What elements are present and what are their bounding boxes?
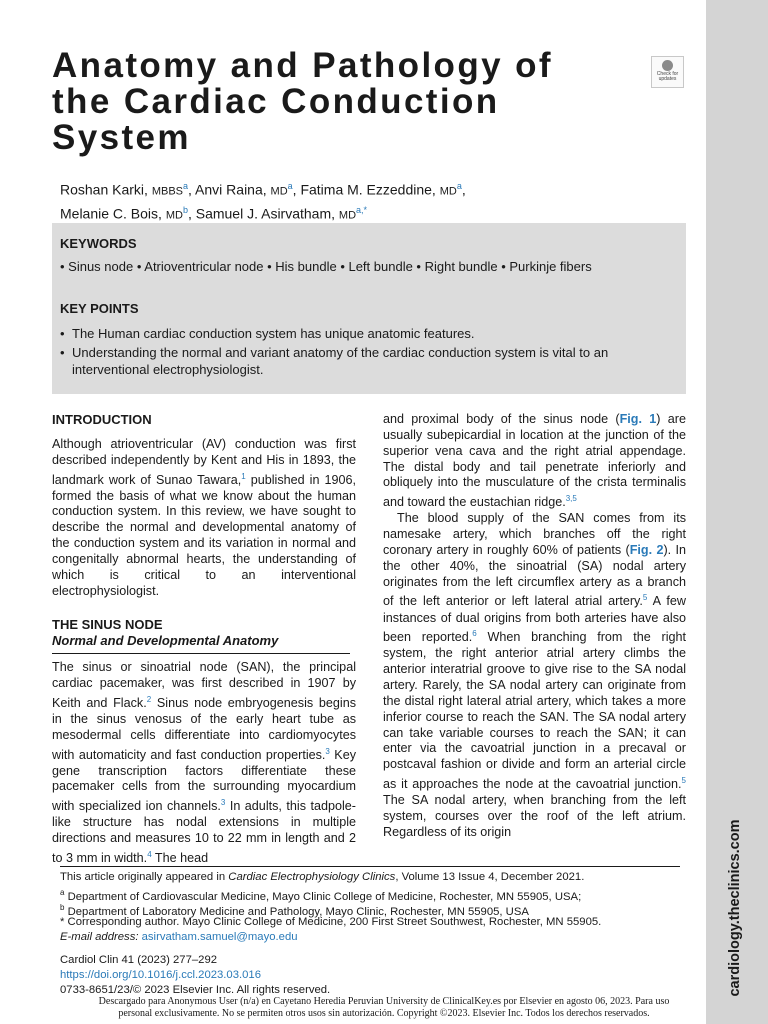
- sinus-node-paragraph: The sinus or sinoatrial node (SAN), the principal cardiac pacemaker, was first described in 1907 by Keith and Flack.$^2$ Sinus node embryogenesis begins in the sinus venosus of the early heart tube as mesodermal cells differentiate into cardiomyocytes with automaticity and fast conduction properties.$^3$ Key gene transcription factors differentiate these pacemaker cells from the surrounding myocardium with specialized ion channels.$^3$ In adults, this tadpole-like structure has nodal extensions in multiple directions and measures 10 to 22 mm in length and 2 to 3 mm in width.$^4$ The head: [52, 660, 357, 866]
- email-line: [60, 930, 298, 945]
- citation-link[interactable]: 3: [220, 798, 226, 808]
- journal-site-label: cardiology.theclinics.com: [727, 819, 743, 997]
- author-degree: MD: [270, 185, 288, 198]
- citation-link[interactable]: 3: [325, 746, 330, 756]
- check-for-updates-badge[interactable]: [651, 56, 684, 88]
- download-notice: [0, 996, 768, 1020]
- citation-link[interactable]: 6: [472, 629, 477, 639]
- affiliation-mark: a,*: [356, 204, 368, 215]
- author-name: Samuel J. Asirvatham,: [195, 205, 339, 222]
- check-for-updates-line1: Check for: [656, 71, 679, 77]
- introduction-heading: INTRODUCTION: [52, 412, 152, 427]
- author-name: Roshan Karki,: [60, 181, 152, 198]
- author-name: Fatima M. Ezzeddine,: [300, 181, 440, 198]
- author-name: Melanie C. Bois,: [60, 205, 166, 222]
- author-name: Anvi Raina,: [195, 181, 271, 198]
- email-link[interactable]: asirvatham.samuel@mayo.edu: [141, 931, 298, 943]
- journal-citation: Cardiol Clin 41 (2023) 277–292: [60, 954, 218, 966]
- affiliation-a: $^a$ Department of Cardiovascular Medicine, Mayo Clinic College of Medicine, Rochester, MN 55905, USA;: [60, 888, 582, 903]
- citation-link[interactable]: 1: [241, 471, 246, 481]
- affiliation-mark: a: [287, 181, 293, 191]
- key-points-list: [60, 325, 672, 380]
- sinus-node-subheading: Normal and Developmental Anatomy: [52, 633, 279, 649]
- right-column: [383, 412, 686, 841]
- figure-2-link[interactable]: Fig. 2: [629, 542, 664, 557]
- key-point-item: • Understanding the normal and variant anatomy of the cardiac conduction system is vital to an interventional electrophysiologist.: [60, 344, 672, 378]
- journal-name: Cardiac Electrophysiology Clinics: [228, 871, 396, 883]
- author-degree: MD: [338, 209, 357, 222]
- citation-link[interactable]: 5: [642, 593, 648, 603]
- sinus-node-location-paragraph: and proximal body of the sinus node (Fig. 1) are usually subepicardial in location at the junction of the superior vena cava and the right atrial appendage. The distal body and tail penetrate inferiorly and obliquely into the musculature of the crista terminalis and toward the eustachian ridge.$^{3,5}$: [383, 412, 686, 510]
- copyright-notice: 0733-8651/23/© 2023 Elsevier Inc. All rights reserved.: [60, 984, 331, 996]
- title-line-2: the Cardiac Conduction: [52, 82, 500, 121]
- introduction-paragraph: Although atrioventricular (AV) conduction was first described independently by Kent and His in 1893, the landmark work of Sunao Tawara,$^1$ published in 1906, formed the basis of what we know about the human conduction system. In this review, we have sought to describe the normal and developmental anatomy of the conduction system and its variation in normal and congenitally abnormal hearts, the understanding of which is critical to an interventional electrophysiologist.: [52, 436, 356, 598]
- affiliation-mark: a: [183, 181, 189, 191]
- key-points-heading: KEY POINTS: [60, 301, 139, 316]
- doi-link[interactable]: https://doi.org/10.1016/j.ccl.2023.03.016: [60, 969, 261, 981]
- email-label: E-mail address:: [60, 931, 142, 943]
- footnote-divider: [60, 866, 680, 867]
- section-divider: [52, 653, 350, 654]
- author-degree: MBBS: [151, 185, 184, 198]
- affiliation-mark: b: [182, 204, 188, 215]
- left-column: [52, 412, 356, 867]
- article-title: [52, 48, 632, 156]
- keywords-heading: KEYWORDS: [60, 236, 137, 251]
- title-line-3: System: [52, 118, 191, 157]
- download-notice-line1: Descargado para Anonymous User (n/a) en Cayetano Heredia Peruvian University de ClinicalKey.es por Elsevier en agosto 06, 2023. Para uso: [98, 996, 670, 1007]
- sinus-node-heading: THE SINUS NODE: [52, 617, 163, 633]
- citation-link[interactable]: 3,5: [565, 494, 577, 504]
- author-degree: MD: [439, 185, 457, 198]
- citation-link[interactable]: 2: [146, 694, 152, 704]
- bookmark-icon: [662, 60, 673, 71]
- citation-link[interactable]: 4: [147, 850, 152, 859]
- keywords-list: • Sinus node • Atrioventricular node • His bundle • Left bundle • Right bundle • Purkinje fibers: [60, 259, 592, 274]
- author-degree: MD: [165, 209, 183, 222]
- title-line-1: Anatomy and Pathology of: [52, 46, 553, 85]
- blood-supply-paragraph: The blood supply of the SAN comes from its namesake artery, which branches off the right coronary artery in roughly 60% of patients (Fig. 2). In the other 40%, the sinoatrial (SA) nodal artery originates from the left circumflex artery as a branch of the left anterior or left lateral atrial artery.$^5$ A few instances of dual origins from both arteries have also been reported.$^6$ When branching from the right system, the right anterior atrial artery climbs the anterior interatrial groove to give rise to the SA nodal artery. Rarely, the SA nodal artery can originate from the distal right lateral atrial artery, which takes a more inferior course to reach the SAN. The SA nodal artery can take variable courses to reach the SAN; it can enter via the cavoatrial junction in a precaval or postcaval fashion or divide and form an arterial circle as it approaches the node at the cavoatrial junction.$^5$ The SA nodal artery, when branching from the left system, courses over the roof of the left atrium. Regardless of its origin: [383, 511, 687, 839]
- author-list: Roshan Karki, MBBS$^a$, Anvi Raina, $MD^a$, Fatima M. Ezzeddine, $MD^a$, Melanie C. Bois, $MD^b$, Samuel J. Asirvatham, $MD^{a,*}$: [60, 181, 466, 222]
- affiliation-b: $^b$ Department of Laboratory Medicine and Pathology, Mayo Clinic, Rochester, MN 55905, USA: [60, 903, 529, 918]
- figure-1-link[interactable]: Fig. 1: [619, 412, 657, 426]
- citation-link[interactable]: 5: [681, 776, 686, 786]
- key-point-item: • The Human cardiac conduction system has unique anatomic features.: [60, 325, 672, 342]
- corresponding-author-note: * Corresponding author. Mayo Clinic College of Medicine, 200 First Street Southwest, Rochester, MN 55905.: [60, 916, 602, 928]
- download-notice-line2: personal exclusivamente. No se permiten otros usos sin autorización. Copyright ©2023. Elsevier Inc. Todos los derechos reservados.: [118, 1008, 650, 1019]
- original-publication-note: This article originally appeared in Cardiac Electrophysiology Clinics, Volume 13 Issue 4, December 2021.: [60, 871, 585, 883]
- affiliation-mark: a: [456, 181, 462, 191]
- check-for-updates-line2: updates: [658, 76, 677, 82]
